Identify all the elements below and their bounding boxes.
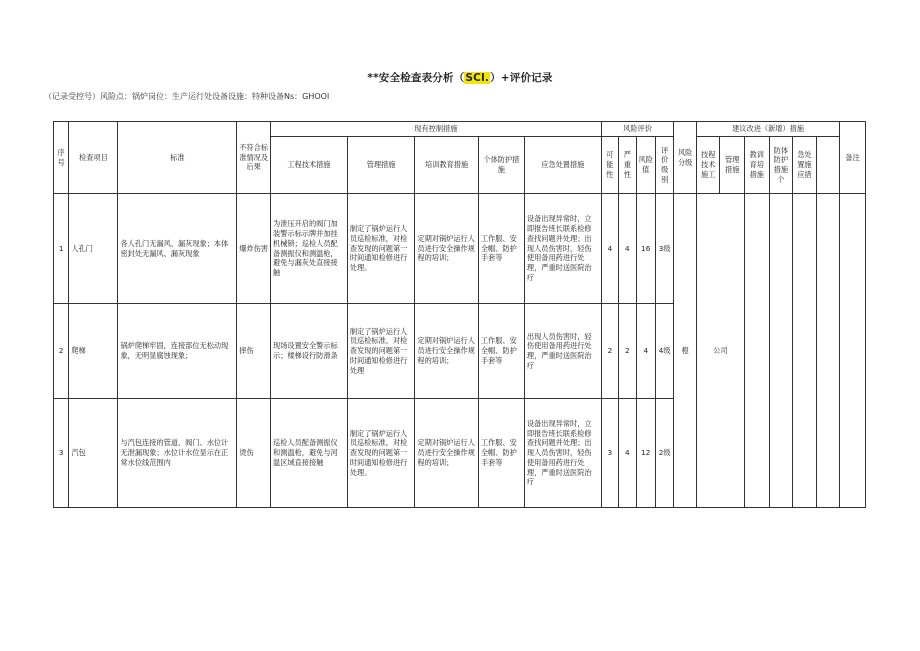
row-training: 定期对锅炉运行人员进行安全操作规程的培训； (415, 399, 478, 508)
remarks-cell (840, 194, 866, 508)
header-remarks: 备注 (840, 122, 866, 194)
row-nonconformity: 摔伤 (237, 304, 271, 399)
row-management: 制定了锅炉运行人员巡检标准，对检查发现的问题第一时间通知检修进行处理。 (347, 399, 415, 508)
header-seq: 序号 (54, 122, 69, 194)
row-ppe: 工作服、安全帽、防护手套等 (478, 194, 524, 304)
row-likelihood: 2 (601, 304, 618, 399)
row-eval-level: 4级 (655, 304, 673, 399)
table-row (54, 194, 866, 304)
imp-blank-cell (816, 194, 840, 508)
row-severity: 4 (619, 194, 636, 304)
risk-grade-cell: 橙 (674, 194, 697, 508)
row-item: 人孔门 (69, 194, 118, 304)
title-prefix: **安全检查表分析（ (367, 72, 465, 84)
row-ppe: 工作服、安全帽、防护手套等 (478, 399, 524, 508)
title-highlight: SCl. (465, 72, 490, 84)
header-risk-group: 风险评价 (601, 122, 674, 137)
header-risk-grade: 风险分级 (674, 122, 697, 194)
row-severity: 2 (619, 304, 636, 399)
row-emergency: 设备出现异常时，立即报告班长联系检修查找问题并处理；出现人员伤害时，轻伤使用备用药进行处理，严重时送医院治疗 (524, 194, 601, 304)
page-title (0, 70, 920, 85)
safety-checklist-table (53, 121, 866, 508)
row-risk-value: 12 (636, 399, 655, 508)
imp-ppe-cell (769, 194, 793, 508)
row-nonconformity: 烫伤 (237, 399, 271, 508)
title-suffix: ）+评价记录 (490, 72, 553, 84)
header-engineering: 工程技术措施 (271, 137, 348, 194)
row-standard: 锅炉爬梯牢固，连接部位无松动现象，无明显腐蚀现象； (118, 304, 237, 399)
row-emergency: 出现人员伤害时，轻伤使用备用药进行处理，严重时送医院治疗 (524, 304, 601, 399)
imp-emergency-cell (793, 194, 817, 508)
row-training: 定期对锅炉运行人员进行安全操作规程的培训； (415, 194, 478, 304)
row-likelihood: 3 (601, 399, 618, 508)
unit-cell: 公司 (696, 194, 744, 508)
row-seq: 2 (54, 304, 69, 399)
header-imp-engineering: 技程技术施工 (696, 137, 720, 194)
row-engineering: 巡检人员配备测振仪和测温枪，避免与河温区域直接接触 (271, 399, 348, 508)
header-training: 培训教育措施 (415, 137, 478, 194)
header-imp-management: 管理措施 (720, 137, 745, 194)
header-likelihood: 可能性 (601, 137, 618, 194)
header-management: 管理措施 (347, 137, 415, 194)
header-controls-group: 现有控制措施 (271, 122, 602, 137)
header-improve-group: 建议改进（新增）措施 (696, 122, 839, 137)
row-engineering: 为泄压开启的阀门加装警示标示牌并加挂机械锁；巡检人员配备测振仪和测温枪，避免与漏灰处直接接触 (271, 194, 348, 304)
header-risk-value: 风险值 (636, 137, 655, 194)
row-ppe: 工作服、安全帽、防护手套等 (478, 304, 524, 399)
subtitle-code: Ns：GHOOl (284, 92, 330, 101)
subtitle-text: （记录受控号）风险点：锅炉岗位：生产运行处设备设施：特种设备 (44, 92, 284, 101)
record-subtitle (44, 91, 329, 102)
header-imp-ppe: 防体防护措施个 (769, 137, 793, 194)
header-emergency: 应急处置措施 (524, 137, 601, 194)
header-imp-training: 教训育培措施 (745, 137, 770, 194)
row-management: 制定了锅炉运行人员巡检标准，对检查发现的问题第一时间通知检修进行处理 (347, 304, 415, 399)
row-severity: 4 (619, 399, 636, 508)
header-imp-blank (816, 137, 840, 194)
row-eval-level: 2级 (655, 399, 673, 508)
header-eval-level: 评价级别 (655, 137, 673, 194)
imp-training-cell (745, 194, 770, 508)
header-nonconformity: 不符合标准情况及后果 (237, 122, 271, 194)
row-seq: 1 (54, 194, 69, 304)
header-item: 检查项目 (69, 122, 118, 194)
row-likelihood: 4 (601, 194, 618, 304)
row-standard: 与汽包连接的管道、阀门、水位计无泄漏现象；水位计水位显示在正常水位线范围内 (118, 399, 237, 508)
row-emergency: 设备出现异常时，立即报告班长联系检修查找问题并处理；出现人员伤害时，轻伤使用备用药进行处理，严重时送医院治疗 (524, 399, 601, 508)
row-item: 爬梯 (69, 304, 118, 399)
row-engineering: 现场设置安全警示标示；楼梯设行防滑条 (271, 304, 348, 399)
header-severity: 严重性 (619, 137, 636, 194)
row-item: 汽包 (69, 399, 118, 508)
row-seq: 3 (54, 399, 69, 508)
table-header-row-1 (54, 122, 866, 137)
row-risk-value: 4 (636, 304, 655, 399)
header-ppe: 个体防护措施 (478, 137, 524, 194)
row-eval-level: 3级 (655, 194, 673, 304)
row-management: 制定了锅炉运行人员巡检标准，对检查发现的问题第一时间通知检修进行处理。 (347, 194, 415, 304)
row-training: 定期对锅炉运行人员进行安全操作规程的培训； (415, 304, 478, 399)
row-nonconformity: 爆炸伤害 (237, 194, 271, 304)
header-imp-emergency: 急处置施应措 (793, 137, 817, 194)
row-risk-value: 16 (636, 194, 655, 304)
row-standard: 各人孔门无漏风、漏灰现象；本体密封处无漏风、漏灰现象 (118, 194, 237, 304)
header-standard: 标准 (118, 122, 237, 194)
